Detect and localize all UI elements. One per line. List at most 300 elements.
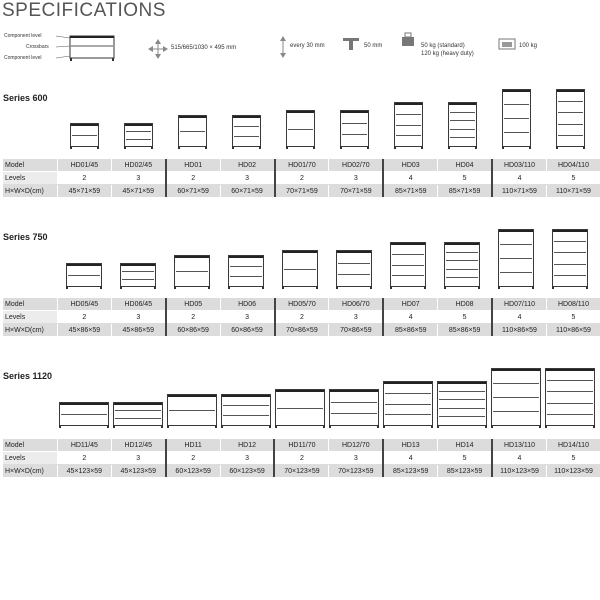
levels-cell: 4 bbox=[492, 172, 546, 185]
levels-cell: 5 bbox=[546, 172, 600, 185]
unit-shelf bbox=[500, 258, 532, 259]
unit-top-bar bbox=[445, 243, 479, 245]
unit-shelf bbox=[234, 136, 259, 137]
unit-shelf bbox=[392, 254, 424, 255]
model-cell: HD01/70 bbox=[275, 159, 329, 172]
series-1120-title: Series 1120 bbox=[3, 371, 53, 381]
series-750-title: Series 750 bbox=[3, 232, 48, 242]
dims-cell: 60×123×59 bbox=[166, 465, 220, 478]
unit-shelf bbox=[68, 275, 100, 276]
unit-shelf bbox=[385, 404, 431, 405]
unit-shelf bbox=[558, 124, 583, 125]
unit-leg bbox=[539, 425, 541, 428]
levels-cell: 3 bbox=[111, 172, 165, 185]
unit-top-bar bbox=[179, 116, 206, 118]
model-cell: HD06 bbox=[220, 298, 274, 311]
unit-shelf bbox=[277, 408, 323, 409]
unit-top-bar bbox=[121, 264, 155, 266]
unit-leg bbox=[552, 286, 554, 289]
model-cell: HD03 bbox=[383, 159, 437, 172]
shelving-unit-hd01-45 bbox=[70, 123, 99, 147]
levels-cell: 4 bbox=[383, 311, 437, 324]
unit-shelf bbox=[439, 391, 485, 392]
levels-row bbox=[3, 452, 600, 465]
dims-row-label: H×W×D(cm) bbox=[3, 185, 57, 198]
dims-cell: 45×86×59 bbox=[111, 324, 165, 337]
unit-leg bbox=[262, 286, 264, 289]
model-cell: HD07 bbox=[383, 298, 437, 311]
levels-cell: 5 bbox=[546, 311, 600, 324]
model-cell: HD11/70 bbox=[274, 439, 328, 452]
dims-row bbox=[3, 324, 600, 337]
dims-cell: 110×123×59 bbox=[492, 465, 546, 478]
levels-cell: 5 bbox=[438, 172, 492, 185]
legend-component-level-top: Component level bbox=[4, 33, 42, 39]
unit-leg bbox=[323, 425, 325, 428]
shelving-unit-hd02-45 bbox=[124, 123, 153, 147]
unit-leg bbox=[502, 146, 504, 149]
levels-cell: 3 bbox=[329, 452, 383, 465]
unit-shelf bbox=[547, 403, 593, 404]
dims-cell: 110×71×59 bbox=[492, 185, 546, 198]
unit-shelf bbox=[234, 126, 259, 127]
shelving-unit-hd11-45 bbox=[59, 402, 109, 426]
dims-cell: 60×86×59 bbox=[166, 324, 220, 337]
dims-cell: 110×86×59 bbox=[546, 324, 600, 337]
unit-leg bbox=[286, 146, 288, 149]
model-cell: HD12 bbox=[220, 439, 274, 452]
unit-leg bbox=[394, 146, 396, 149]
unit-shelf bbox=[122, 279, 154, 280]
levels-cell: 4 bbox=[383, 452, 437, 465]
dims-row bbox=[3, 465, 600, 478]
levels-row-label: Levels bbox=[3, 311, 57, 324]
series-600-title: Series 600 bbox=[3, 93, 48, 103]
levels-row bbox=[3, 311, 600, 324]
model-cell: HD14 bbox=[438, 439, 492, 452]
unit-top-bar bbox=[175, 256, 209, 258]
unit-leg bbox=[475, 146, 477, 149]
unit-leg bbox=[491, 425, 493, 428]
unit-leg bbox=[70, 146, 72, 149]
unit-shelf bbox=[446, 277, 478, 278]
shelving-unit-hd07-110 bbox=[498, 229, 534, 287]
unit-leg bbox=[448, 146, 450, 149]
max-load-icon bbox=[499, 39, 515, 51]
shelving-unit-hd02-70 bbox=[340, 110, 369, 147]
unit-leg bbox=[377, 425, 379, 428]
unit-shelf bbox=[493, 383, 539, 384]
unit-top-bar bbox=[67, 264, 101, 266]
shelving-unit-hd04 bbox=[448, 102, 477, 147]
legend-dimensions: 515/665/1030 × 495 mm bbox=[171, 45, 237, 51]
levels-cell: 5 bbox=[546, 452, 600, 465]
unit-top-bar bbox=[395, 103, 422, 105]
shelving-unit-hd06-45 bbox=[120, 263, 156, 287]
unit-leg bbox=[545, 425, 547, 428]
model-cell: HD03/110 bbox=[492, 159, 546, 172]
unit-shelf bbox=[230, 276, 262, 277]
dims-cell: 85×86×59 bbox=[438, 324, 492, 337]
legend-unit-diagram bbox=[56, 34, 118, 64]
dims-cell: 110×123×59 bbox=[546, 465, 600, 478]
levels-cell: 5 bbox=[438, 311, 492, 324]
unit-shelf bbox=[72, 135, 97, 136]
unit-leg bbox=[120, 286, 122, 289]
dims-cell: 85×123×59 bbox=[383, 465, 437, 478]
model-cell: HD13/110 bbox=[492, 439, 546, 452]
unit-leg bbox=[154, 286, 156, 289]
unit-top-bar bbox=[337, 251, 371, 253]
unit-shelf bbox=[554, 264, 586, 265]
levels-cell: 2 bbox=[166, 452, 220, 465]
dims-cell: 45×123×59 bbox=[111, 465, 165, 478]
unit-shelf bbox=[115, 410, 161, 411]
dims-cell: 85×71×59 bbox=[383, 185, 437, 198]
unit-leg bbox=[100, 286, 102, 289]
unit-shelf bbox=[500, 272, 532, 273]
shelving-unit-hd08-110 bbox=[552, 229, 588, 287]
unit-leg bbox=[424, 286, 426, 289]
model-cell: HD12/70 bbox=[329, 439, 383, 452]
unit-leg bbox=[66, 286, 68, 289]
series-750-table bbox=[3, 298, 600, 336]
unit-shelf bbox=[396, 125, 421, 126]
move-arrows-icon bbox=[148, 39, 168, 59]
dims-row-label: H×W×D(cm) bbox=[3, 465, 57, 478]
model-row-label: Model bbox=[3, 439, 57, 452]
unit-top-bar bbox=[168, 395, 216, 397]
model-cell: HD14/110 bbox=[546, 439, 600, 452]
unit-leg bbox=[167, 425, 169, 428]
unit-leg bbox=[556, 146, 558, 149]
levels-cell: 2 bbox=[57, 172, 111, 185]
shelving-unit-hd05 bbox=[174, 255, 210, 287]
unit-leg bbox=[313, 146, 315, 149]
shelving-unit-hd05-70 bbox=[282, 250, 318, 287]
model-cell: HD08/110 bbox=[546, 298, 600, 311]
unit-shelf bbox=[439, 408, 485, 409]
model-row-label: Model bbox=[3, 159, 57, 172]
unit-top-bar bbox=[60, 403, 108, 405]
dims-row bbox=[3, 185, 600, 198]
unit-top-bar bbox=[287, 111, 314, 113]
unit-leg bbox=[336, 286, 338, 289]
unit-shelf bbox=[331, 413, 377, 414]
shelving-unit-hd01-70 bbox=[286, 110, 315, 147]
unit-top-bar bbox=[438, 382, 486, 384]
levels-cell: 2 bbox=[275, 172, 329, 185]
dims-cell: 60×123×59 bbox=[220, 465, 274, 478]
page-title: SPECIFICATIONS bbox=[2, 0, 166, 21]
levels-row-label: Levels bbox=[3, 172, 57, 185]
dims-cell: 110×71×59 bbox=[546, 185, 600, 198]
shelving-unit-hd12-45 bbox=[113, 402, 163, 426]
model-cell: HD06/70 bbox=[329, 298, 383, 311]
unit-top-bar bbox=[391, 243, 425, 245]
unit-leg bbox=[485, 425, 487, 428]
unit-shelf bbox=[180, 131, 205, 132]
model-cell: HD02/70 bbox=[329, 159, 383, 172]
unit-top-bar bbox=[553, 230, 587, 232]
shelving-unit-hd03-110 bbox=[502, 89, 531, 147]
model-cell: HD11/45 bbox=[57, 439, 111, 452]
levels-cell: 2 bbox=[57, 452, 111, 465]
series-1120-table bbox=[3, 439, 600, 477]
unit-shelf bbox=[446, 260, 478, 261]
dims-cell: 45×123×59 bbox=[57, 465, 111, 478]
unit-leg bbox=[221, 425, 223, 428]
model-cell: HD12/45 bbox=[111, 439, 165, 452]
unit-leg bbox=[370, 286, 372, 289]
levels-cell: 2 bbox=[166, 311, 220, 324]
legend-max-load: 100 kg bbox=[519, 43, 538, 49]
shelving-unit-hd08 bbox=[444, 242, 480, 287]
unit-top-bar bbox=[233, 116, 260, 118]
dims-cell: 60×71×59 bbox=[166, 185, 220, 198]
unit-leg bbox=[421, 146, 423, 149]
unit-leg bbox=[174, 286, 176, 289]
unit-shelf bbox=[493, 411, 539, 412]
unit-shelf bbox=[392, 275, 424, 276]
unit-shelf bbox=[450, 112, 475, 113]
vertical-adjust-icon bbox=[279, 36, 287, 58]
unit-shelf bbox=[504, 132, 529, 133]
unit-top-bar bbox=[330, 390, 378, 392]
unit-leg bbox=[208, 286, 210, 289]
model-cell: HD02/45 bbox=[111, 159, 165, 172]
model-cell: HD02 bbox=[220, 159, 274, 172]
levels-cell: 3 bbox=[220, 172, 274, 185]
unit-shelf bbox=[450, 137, 475, 138]
unit-shelf bbox=[547, 391, 593, 392]
levels-cell: 2 bbox=[275, 311, 329, 324]
shelving-unit-hd06-70 bbox=[336, 250, 372, 287]
levels-cell: 3 bbox=[220, 452, 274, 465]
unit-shelf bbox=[446, 252, 478, 253]
levels-cell: 5 bbox=[438, 452, 492, 465]
unit-shelf bbox=[223, 415, 269, 416]
legend-component-level-bottom: Component level bbox=[4, 55, 42, 61]
model-row-label: Model bbox=[3, 298, 57, 311]
dims-cell: 45×86×59 bbox=[57, 324, 111, 337]
unit-leg bbox=[97, 146, 99, 149]
unit-leg bbox=[275, 425, 277, 428]
levels-cell: 3 bbox=[220, 311, 274, 324]
weight-icon bbox=[402, 33, 414, 47]
unit-leg bbox=[178, 146, 180, 149]
unit-top-bar bbox=[546, 369, 594, 371]
levels-cell: 3 bbox=[329, 172, 383, 185]
unit-leg bbox=[586, 286, 588, 289]
shelving-unit-hd07 bbox=[390, 242, 426, 287]
unit-shelf bbox=[331, 402, 377, 403]
unit-top-bar bbox=[114, 403, 162, 405]
shelving-unit-hd12 bbox=[221, 394, 271, 426]
unit-leg bbox=[444, 286, 446, 289]
unit-shelf bbox=[547, 414, 593, 415]
unit-shelf bbox=[504, 104, 529, 105]
shelving-unit-hd01 bbox=[178, 115, 207, 147]
unit-shelf bbox=[126, 139, 151, 140]
unit-top-bar bbox=[283, 251, 317, 253]
levels-row bbox=[3, 172, 600, 185]
unit-leg bbox=[478, 286, 480, 289]
unit-top-bar bbox=[503, 90, 530, 92]
unit-shelf bbox=[439, 399, 485, 400]
unit-top-bar bbox=[71, 124, 98, 126]
legend-load-heavy: 120 kg (heavy duty) bbox=[421, 51, 474, 57]
unit-shelf bbox=[338, 274, 370, 275]
legend-shelf-height: 50 mm bbox=[364, 43, 383, 49]
unit-leg bbox=[269, 425, 271, 428]
unit-top-bar bbox=[492, 369, 540, 371]
levels-cell: 4 bbox=[492, 311, 546, 324]
unit-shelf bbox=[126, 131, 151, 132]
unit-shelf bbox=[504, 118, 529, 119]
unit-leg bbox=[205, 146, 207, 149]
model-cell: HD04/110 bbox=[546, 159, 600, 172]
dims-cell: 60×71×59 bbox=[220, 185, 274, 198]
unit-shelf bbox=[392, 265, 424, 266]
unit-shelf bbox=[558, 101, 583, 102]
unit-shelf bbox=[554, 241, 586, 242]
unit-shelf bbox=[554, 275, 586, 276]
unit-leg bbox=[59, 425, 61, 428]
legend-crossbars: Crossbars bbox=[26, 44, 49, 50]
unit-top-bar bbox=[499, 230, 533, 232]
shelving-unit-hd13-110 bbox=[491, 368, 541, 426]
model-cell: HD08 bbox=[438, 298, 492, 311]
shelving-unit-hd11-70 bbox=[275, 389, 325, 426]
unit-top-bar bbox=[341, 111, 368, 113]
model-cell: HD01/45 bbox=[57, 159, 111, 172]
unit-shelf bbox=[284, 269, 316, 270]
unit-leg bbox=[383, 425, 385, 428]
unit-shelf bbox=[230, 266, 262, 267]
unit-top-bar bbox=[229, 256, 263, 258]
shelving-unit-hd11 bbox=[167, 394, 217, 426]
unit-leg bbox=[367, 146, 369, 149]
levels-cell: 2 bbox=[166, 172, 220, 185]
unit-shelf bbox=[385, 414, 431, 415]
shelving-unit-hd14-110 bbox=[545, 368, 595, 426]
unit-top-bar bbox=[384, 382, 432, 384]
model-cell: HD13 bbox=[383, 439, 437, 452]
unit-shelf bbox=[554, 252, 586, 253]
shelf-profile-icon bbox=[343, 38, 359, 52]
model-row bbox=[3, 298, 600, 311]
model-cell: HD05 bbox=[166, 298, 220, 311]
unit-shelf bbox=[493, 397, 539, 398]
shelving-unit-hd14 bbox=[437, 381, 487, 426]
unit-leg bbox=[340, 146, 342, 149]
unit-top-bar bbox=[557, 90, 584, 92]
unit-shelf bbox=[115, 418, 161, 419]
unit-leg bbox=[529, 146, 531, 149]
unit-shelf bbox=[558, 112, 583, 113]
levels-cell: 3 bbox=[329, 311, 383, 324]
shelving-unit-hd03 bbox=[394, 102, 423, 147]
shelving-unit-hd12-70 bbox=[329, 389, 379, 426]
levels-cell: 3 bbox=[111, 452, 165, 465]
dims-cell: 70×123×59 bbox=[274, 465, 328, 478]
unit-leg bbox=[161, 425, 163, 428]
unit-leg bbox=[532, 286, 534, 289]
unit-shelf bbox=[169, 410, 215, 411]
model-cell: HD06/45 bbox=[111, 298, 165, 311]
unit-leg bbox=[282, 286, 284, 289]
dims-cell: 60×86×59 bbox=[220, 324, 274, 337]
unit-leg bbox=[113, 425, 115, 428]
dims-cell: 45×71×59 bbox=[57, 185, 111, 198]
unit-shelf bbox=[396, 135, 421, 136]
unit-shelf bbox=[223, 405, 269, 406]
model-cell: HD01 bbox=[166, 159, 220, 172]
dims-cell: 110×86×59 bbox=[492, 324, 546, 337]
legend-load-standard: 50 kg (standard) bbox=[421, 43, 465, 49]
unit-shelf bbox=[288, 129, 313, 130]
unit-shelf bbox=[450, 129, 475, 130]
unit-leg bbox=[316, 286, 318, 289]
shelving-unit-hd02 bbox=[232, 115, 261, 147]
model-row bbox=[3, 439, 600, 452]
unit-shelf bbox=[61, 414, 107, 415]
levels-cell: 4 bbox=[492, 452, 546, 465]
unit-leg bbox=[498, 286, 500, 289]
unit-top-bar bbox=[276, 390, 324, 392]
model-cell: HD04 bbox=[438, 159, 492, 172]
unit-shelf bbox=[450, 120, 475, 121]
unit-shelf bbox=[446, 269, 478, 270]
model-cell: HD05/70 bbox=[275, 298, 329, 311]
shelving-unit-hd13 bbox=[383, 381, 433, 426]
shelving-unit-hd06 bbox=[228, 255, 264, 287]
dims-row-label: H×W×D(cm) bbox=[3, 324, 57, 337]
shelving-unit-hd05-45 bbox=[66, 263, 102, 287]
dims-cell: 85×86×59 bbox=[383, 324, 437, 337]
unit-leg bbox=[437, 425, 439, 428]
model-cell: HD11 bbox=[166, 439, 220, 452]
dims-cell: 85×71×59 bbox=[438, 185, 492, 198]
unit-leg bbox=[431, 425, 433, 428]
model-cell: HD05/45 bbox=[57, 298, 111, 311]
dims-cell: 70×71×59 bbox=[275, 185, 329, 198]
unit-leg bbox=[215, 425, 217, 428]
shelving-unit-hd04-110 bbox=[556, 89, 585, 147]
unit-leg bbox=[228, 286, 230, 289]
unit-leg bbox=[259, 146, 261, 149]
unit-shelf bbox=[547, 380, 593, 381]
dims-cell: 45×71×59 bbox=[111, 185, 165, 198]
unit-shelf bbox=[342, 123, 367, 124]
legend-adjustable: every 30 mm bbox=[290, 43, 325, 49]
unit-top-bar bbox=[125, 124, 152, 126]
unit-leg bbox=[593, 425, 595, 428]
unit-shelf bbox=[122, 271, 154, 272]
unit-leg bbox=[390, 286, 392, 289]
levels-cell: 4 bbox=[383, 172, 437, 185]
unit-top-bar bbox=[449, 103, 476, 105]
dims-cell: 70×86×59 bbox=[275, 324, 329, 337]
dims-cell: 85×123×59 bbox=[438, 465, 492, 478]
unit-shelf bbox=[396, 114, 421, 115]
unit-leg bbox=[107, 425, 109, 428]
unit-leg bbox=[151, 146, 153, 149]
unit-top-bar bbox=[222, 395, 270, 397]
levels-cell: 2 bbox=[274, 452, 328, 465]
unit-shelf bbox=[342, 134, 367, 135]
